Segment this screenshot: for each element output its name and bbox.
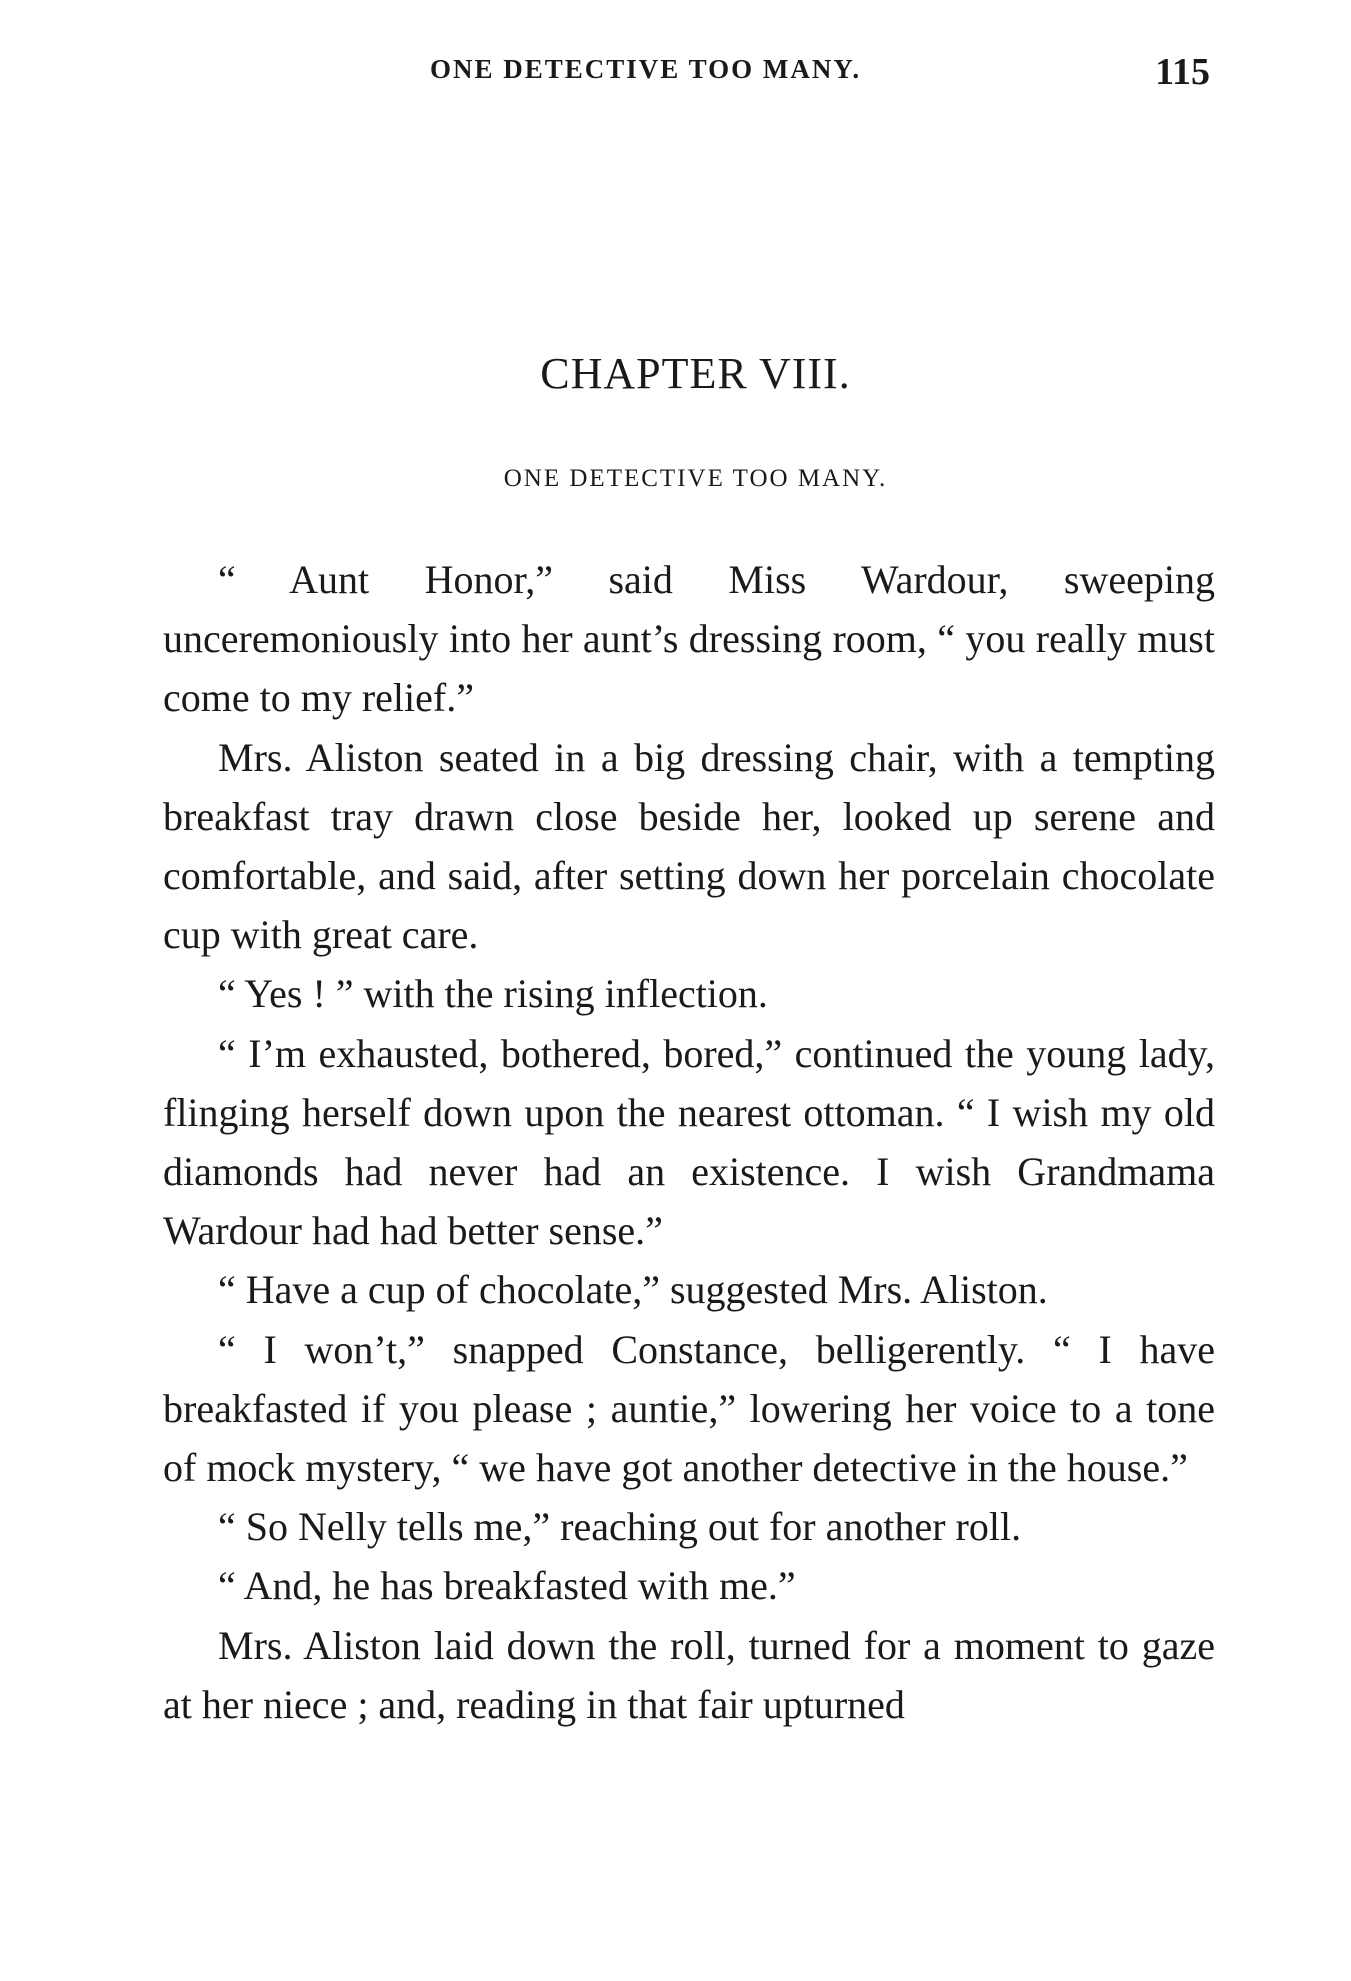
page-number: 115 bbox=[1155, 51, 1210, 93]
paragraph: “ So Nelly tells me,” reaching out for another roll. bbox=[218, 1504, 1022, 1550]
paragraph: Mrs. Aliston laid down the roll, turned for a moment to gaze at her niece ; and, reading in that fair upturned bbox=[163, 1622, 1215, 1727]
paragraph: “ I’m exhausted, bothered, bored,” continued the young lady, flinging herself down upon the nearest ottoman. “ I wish my old diamonds had never had an existence. I wish Grandmama Wardour had had better sense.” bbox=[163, 1030, 1215, 1254]
running-head bbox=[160, 50, 1210, 100]
paragraph: “ And, he has breakfasted with me.” bbox=[218, 1563, 796, 1609]
paragraph: Mrs. Aliston seated in a big dressing chair, with a tempting breakfast tray drawn close beside her, looked up serene and comfortable, and said, after setting down her porcelain chocolate cup with great care. bbox=[163, 734, 1215, 958]
paragraph: “ I won’t,” snapped Constance, belligerently. “ I have breakfasted if you please ; auntie,” lowering her voice to a tone of mock mystery, “ we have got another detective in the house.” bbox=[163, 1326, 1215, 1491]
chapter-subtitle: ONE DETECTIVE TOO MANY. bbox=[503, 465, 888, 492]
body-text bbox=[163, 550, 1215, 1734]
chapter-title: CHAPTER VIII. bbox=[540, 349, 851, 398]
paragraph: “ Have a cup of chocolate,” suggested Mrs. Aliston. bbox=[218, 1267, 1048, 1313]
running-title: ONE DETECTIVE TOO MANY. bbox=[430, 54, 862, 84]
paragraph: “ Yes ! ” with the rising inflection. bbox=[218, 971, 768, 1017]
paragraph: “ Aunt Honor,” said Miss Wardour, sweeping unceremoniously into her aunt’s dressing room, “ you really must come to my relief.” bbox=[163, 557, 1215, 721]
